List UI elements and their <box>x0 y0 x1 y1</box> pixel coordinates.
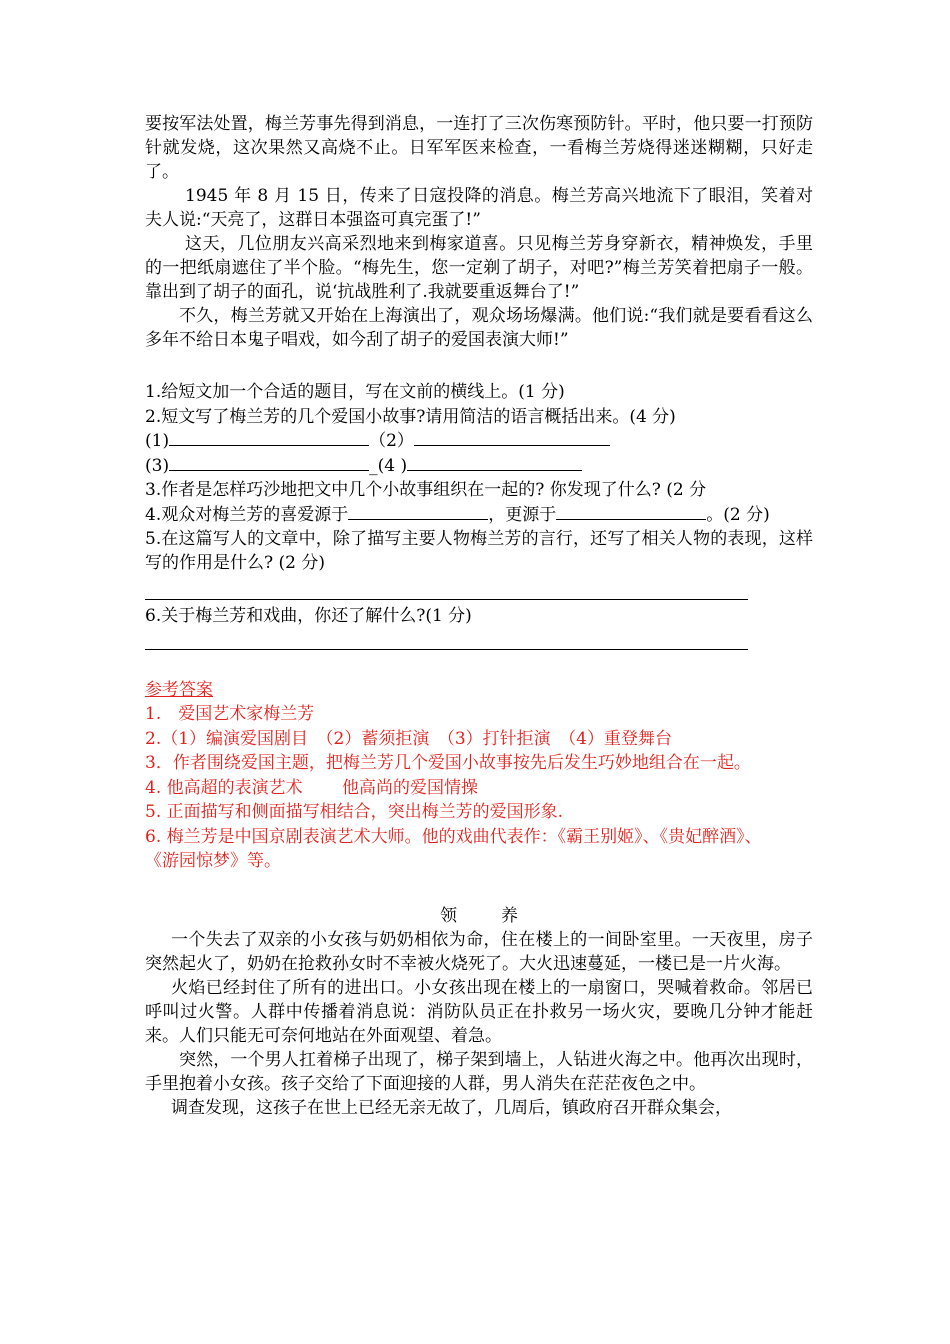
blank-label-1: (1) <box>145 431 170 451</box>
question-2: 2.短文写了梅兰芳的几个爱国小故事?请用简洁的语言概括出来。(4 分) <box>145 406 676 427</box>
question-4-text-c: 。(2 分) <box>706 504 770 525</box>
paragraph: 1945 年 8 月 15 日，传来了日寇投降的消息。梅兰芳高兴地流下了眼泪，笑着对夫人说:“天亮了，这群日本强盗可真完蛋了!” <box>145 186 813 230</box>
answer-blank-2[interactable] <box>414 429 610 446</box>
paragraph: 不久，梅兰芳就又开始在上海演出了，观众场场爆满。他们说:“我们就是要看看这么多年不给日本鬼子唱戏，如今刮了胡子的爱国表演大师!” <box>145 306 813 350</box>
document-page <box>145 112 813 1120</box>
answers-heading: 参考答案 <box>145 679 213 700</box>
question-4-text-a: 4.观众对梅兰芳的喜爱源于 <box>145 504 349 525</box>
question-4-text-b: ，更源于 <box>488 504 557 525</box>
answer-line: 6. 梅兰芳是中国京剧表演艺术大师。他的戏曲代表作：《霸王别姬》、《贵妃醉酒》、 <box>145 826 762 847</box>
paragraph: 调查发现，这孩子在世上已经无亲无故了，几周后，镇政府召开群众集会， <box>171 1097 732 1118</box>
question-6: 6.关于梅兰芳和戏曲，你还了解什么?(1 分) <box>145 606 472 626</box>
blank-label-4: _(4 ) <box>369 455 408 476</box>
story-meilanfang <box>145 112 813 352</box>
title-char-1: 领 <box>440 905 457 926</box>
answer-line: 1. 爱国艺术家梅兰芳 <box>145 704 315 724</box>
answer-line: 3．作者围绕爱国主题，把梅兰芳几个爱国小故事按先后发生巧妙地组合在一起。 <box>145 753 751 773</box>
paragraph: 突然，一个男人扛着梯子出现了，梯子架到墙上，人钻进火海之中。他再次出现时，手里抱着小女孩。孩子交给了下面迎接的人群，男人消失在茫茫夜色之中。 <box>145 1049 813 1094</box>
title-char-2: 养 <box>501 905 518 926</box>
question-4 <box>145 503 813 528</box>
reference-answers <box>145 678 813 874</box>
answer-line: 2.（1）编演爱国剧目 （2）蓄须拒演 （3）打针拒演 （4）重登舞台 <box>145 728 672 749</box>
question-5: 5.在这篇写人的文章中，除了描写主要人物梅兰芳的言行，还写了相关人物的表现，这样写的作用是什么? (2 分) <box>145 529 813 573</box>
paragraph: 这天，几位朋友兴高采烈地来到梅家道喜。只见梅兰芳身穿新衣，精神焕发，手里的一把纸扇遮住了半个脸。“梅先生，您一定剃了胡子，对吧?”梅兰芳笑着把扇子一般。靠出到了胡子的面孔，说‘抗战胜利了.我就要重返舞台了!” <box>145 234 813 302</box>
paragraph: 要按军法处置，梅兰芳事先得到消息，一连打了三次伤寒预防针。平时，他只要一打预防针就发烧，这次果然又高烧不止。日军军医来检查，一看梅兰芳烧得迷迷糊糊，只好走了。 <box>145 114 813 182</box>
story-adoption <box>145 904 813 1120</box>
answer-line: 5. 正面描写和侧面描写相结合，突出梅兰芳的爱国形象. <box>145 802 564 822</box>
answer-blank-q4-1[interactable] <box>348 503 488 520</box>
answer-line-q5[interactable] <box>145 591 748 600</box>
blank-label-2: （2） <box>369 431 414 451</box>
answer-line: 4. 他高超的表演艺术 他高尚的爱国情操 <box>145 777 479 798</box>
answer-line-q6[interactable] <box>145 641 748 650</box>
questions-section <box>145 380 813 650</box>
paragraph: 火焰已经封住了所有的进出口。小女孩出现在楼上的一扇窗口，哭喊着救命。邻居已呼叫过火警。人群中传播着消息说：消防队员正在扑救另一场火灾，要晚几分钟才能赶来。人们只能无可奈何地站在外面观望、着急。 <box>145 977 813 1046</box>
paragraph: 一个失去了双亲的小女孩与奶奶相依为命，住在楼上的一间卧室里。一天夜里，房子突然起火了，奶奶在抢救孙女时不幸被火烧死了。大火迅速蔓延，一楼已是一片火海。 <box>145 929 813 974</box>
story-title <box>145 904 813 928</box>
answer-blank-3[interactable] <box>169 454 369 471</box>
answer-line: 《游园惊梦》等。 <box>145 851 281 871</box>
answer-blank-1[interactable] <box>169 429 369 446</box>
answer-blank-q4-2[interactable] <box>556 503 706 520</box>
question-2-blanks-row-1 <box>145 429 813 454</box>
question-1: 1.给短文加一个合适的题目，写在文前的横线上。(1 分) <box>145 382 565 402</box>
question-2-blanks-row-2 <box>145 454 813 479</box>
blank-label-3: (3) <box>145 455 170 476</box>
question-3: 3.作者是怎样巧沙地把文中几个小故事组织在一起的? 你发现了什么? (2 分 <box>145 480 707 500</box>
answer-blank-4[interactable] <box>407 454 582 471</box>
